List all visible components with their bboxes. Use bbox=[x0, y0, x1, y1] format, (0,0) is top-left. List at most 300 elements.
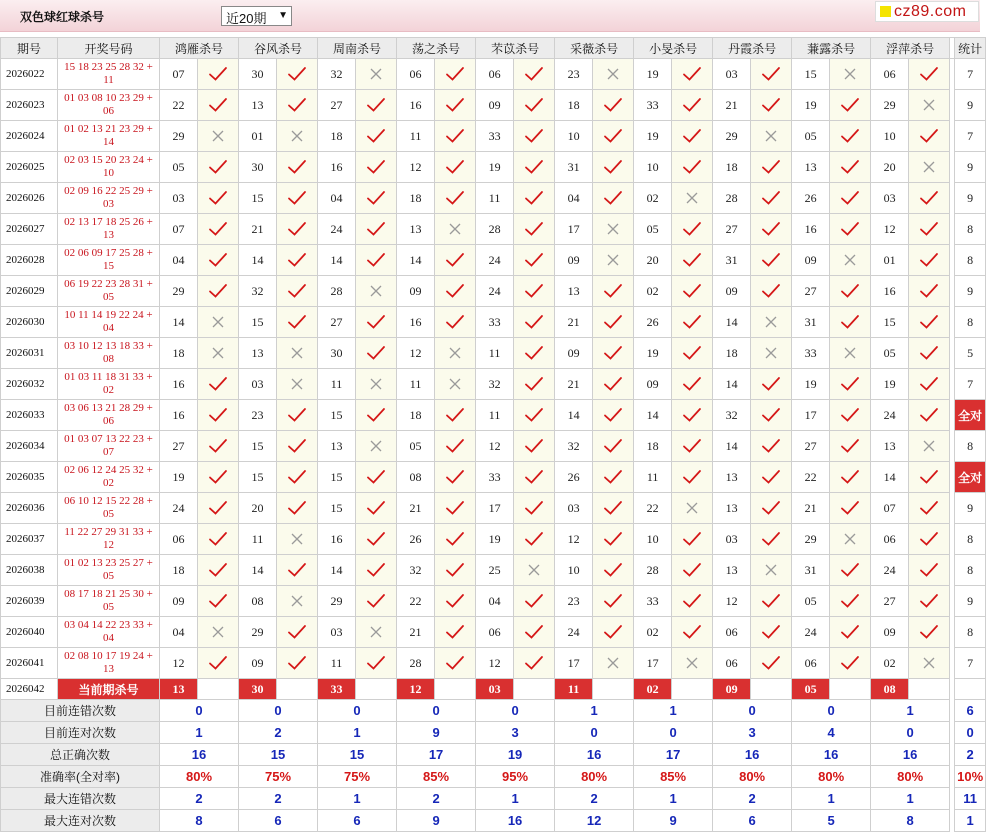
kill-number: 04 bbox=[160, 617, 198, 648]
kill-number: 21 bbox=[397, 617, 435, 648]
table-row bbox=[1, 524, 986, 555]
current-period-row bbox=[1, 679, 986, 700]
summary-label: 总正确次数 bbox=[1, 744, 160, 766]
summary-value: 2 bbox=[555, 788, 634, 810]
check-icon bbox=[841, 656, 859, 670]
check-icon bbox=[762, 532, 780, 546]
cross-icon bbox=[922, 439, 936, 453]
check-icon bbox=[446, 284, 464, 298]
check-icon bbox=[604, 346, 622, 360]
check-icon bbox=[920, 594, 938, 608]
kill-number: 15 bbox=[239, 307, 277, 338]
row-stat: 5 bbox=[955, 338, 986, 369]
current-kill-number: 13 bbox=[160, 679, 198, 700]
summary-value: 2 bbox=[160, 788, 239, 810]
kill-number: 18 bbox=[160, 555, 198, 586]
draw-numbers: 02 06 09 17 25 28 + 15 bbox=[58, 245, 160, 276]
summary-value: 1 bbox=[476, 788, 555, 810]
kill-number: 18 bbox=[397, 183, 435, 214]
check-icon bbox=[446, 253, 464, 267]
result-mark bbox=[198, 121, 239, 152]
check-icon bbox=[525, 315, 543, 329]
result-mark bbox=[830, 276, 871, 307]
summary-value: 12 bbox=[555, 810, 634, 832]
kill-number: 18 bbox=[634, 431, 672, 462]
summary-value: 17 bbox=[397, 744, 476, 766]
cross-icon bbox=[764, 346, 778, 360]
result-mark bbox=[356, 617, 397, 648]
result-mark bbox=[593, 617, 634, 648]
kill-number: 03 bbox=[713, 524, 751, 555]
kill-number: 12 bbox=[871, 214, 909, 245]
check-icon bbox=[604, 408, 622, 422]
check-icon bbox=[841, 470, 859, 484]
draw-numbers: 06 10 12 15 22 28 + 05 bbox=[58, 493, 160, 524]
check-icon bbox=[446, 98, 464, 112]
row-stat: 9 bbox=[955, 183, 986, 214]
check-icon bbox=[446, 470, 464, 484]
check-icon bbox=[367, 594, 385, 608]
summary-value: 1 bbox=[634, 788, 713, 810]
kill-number: 05 bbox=[792, 586, 830, 617]
cross-icon bbox=[843, 253, 857, 267]
result-mark bbox=[277, 90, 318, 121]
check-icon bbox=[288, 284, 306, 298]
result-mark bbox=[593, 276, 634, 307]
check-icon bbox=[288, 315, 306, 329]
table-row bbox=[1, 276, 986, 307]
cross-icon bbox=[369, 439, 383, 453]
check-icon bbox=[525, 501, 543, 515]
result-mark bbox=[830, 59, 871, 90]
check-icon bbox=[288, 625, 306, 639]
check-icon bbox=[604, 191, 622, 205]
cross-icon bbox=[290, 346, 304, 360]
summary-value: 6 bbox=[713, 810, 792, 832]
cross-icon bbox=[685, 656, 699, 670]
issue-number: 2026029 bbox=[1, 276, 58, 307]
result-mark bbox=[514, 59, 555, 90]
result-mark bbox=[751, 369, 792, 400]
site-logo[interactable] bbox=[875, 1, 979, 22]
check-icon bbox=[367, 501, 385, 515]
check-icon bbox=[525, 129, 543, 143]
check-icon bbox=[683, 222, 701, 236]
check-icon bbox=[841, 625, 859, 639]
kill-number: 18 bbox=[397, 400, 435, 431]
result-mark bbox=[514, 152, 555, 183]
table-row bbox=[1, 493, 986, 524]
kill-number: 09 bbox=[555, 338, 593, 369]
kill-number: 16 bbox=[397, 90, 435, 121]
check-icon bbox=[762, 625, 780, 639]
check-icon bbox=[920, 625, 938, 639]
result-mark bbox=[909, 214, 950, 245]
check-icon bbox=[683, 129, 701, 143]
check-icon bbox=[367, 191, 385, 205]
kill-number: 13 bbox=[713, 493, 751, 524]
check-icon bbox=[841, 191, 859, 205]
kill-number: 16 bbox=[792, 214, 830, 245]
kill-number: 03 bbox=[713, 59, 751, 90]
kill-number: 33 bbox=[476, 462, 514, 493]
result-mark bbox=[514, 617, 555, 648]
result-mark bbox=[830, 214, 871, 245]
kill-number: 12 bbox=[713, 586, 751, 617]
summary-value: 17 bbox=[634, 744, 713, 766]
cross-icon bbox=[448, 346, 462, 360]
kill-number: 30 bbox=[239, 152, 277, 183]
result-mark bbox=[198, 338, 239, 369]
check-icon bbox=[762, 67, 780, 81]
kill-number: 17 bbox=[555, 214, 593, 245]
check-icon bbox=[525, 222, 543, 236]
table-row bbox=[1, 59, 986, 90]
result-mark bbox=[198, 369, 239, 400]
result-mark bbox=[198, 214, 239, 245]
kill-number: 09 bbox=[476, 90, 514, 121]
result-mark bbox=[356, 524, 397, 555]
summary-value: 80% bbox=[713, 766, 792, 788]
kill-number: 31 bbox=[792, 307, 830, 338]
result-mark bbox=[356, 183, 397, 214]
result-mark bbox=[198, 183, 239, 214]
current-stat-empty bbox=[955, 679, 986, 700]
kill-number: 02 bbox=[634, 183, 672, 214]
result-mark bbox=[593, 59, 634, 90]
kill-number: 23 bbox=[555, 59, 593, 90]
kill-number: 12 bbox=[476, 431, 514, 462]
kill-number: 20 bbox=[634, 245, 672, 276]
logo-text: cz89.com bbox=[894, 2, 967, 20]
summary-label: 最大连错次数 bbox=[1, 788, 160, 810]
check-icon bbox=[367, 222, 385, 236]
check-icon bbox=[446, 129, 464, 143]
summary-value: 2 bbox=[397, 788, 476, 810]
kill-number-table-wrapper bbox=[0, 37, 984, 832]
result-mark bbox=[830, 524, 871, 555]
kill-number: 26 bbox=[634, 307, 672, 338]
kill-number: 21 bbox=[397, 493, 435, 524]
summary-row bbox=[1, 744, 986, 766]
kill-number: 22 bbox=[792, 462, 830, 493]
kill-number: 04 bbox=[318, 183, 356, 214]
summary-value: 4 bbox=[792, 722, 871, 744]
row-stat: 8 bbox=[955, 524, 986, 555]
summary-value: 85% bbox=[634, 766, 713, 788]
issue-number: 2026032 bbox=[1, 369, 58, 400]
row-stat: 8 bbox=[955, 617, 986, 648]
issue-number: 2026037 bbox=[1, 524, 58, 555]
result-mark bbox=[751, 617, 792, 648]
kill-number: 11 bbox=[397, 369, 435, 400]
cross-icon bbox=[448, 377, 462, 391]
summary-value: 80% bbox=[555, 766, 634, 788]
result-mark bbox=[672, 307, 713, 338]
current-kill-spacer bbox=[751, 679, 792, 700]
result-mark bbox=[593, 648, 634, 679]
kill-number: 05 bbox=[871, 338, 909, 369]
result-mark bbox=[751, 183, 792, 214]
draw-numbers: 02 09 16 22 25 29 + 03 bbox=[58, 183, 160, 214]
check-icon bbox=[841, 408, 859, 422]
check-icon bbox=[367, 563, 385, 577]
result-mark bbox=[909, 152, 950, 183]
kill-number: 29 bbox=[160, 121, 198, 152]
kill-number: 18 bbox=[555, 90, 593, 121]
kill-number: 09 bbox=[555, 245, 593, 276]
check-icon bbox=[525, 532, 543, 546]
result-mark bbox=[909, 59, 950, 90]
check-icon bbox=[683, 253, 701, 267]
summary-value: 1 bbox=[160, 722, 239, 744]
result-mark bbox=[751, 586, 792, 617]
check-icon bbox=[209, 656, 227, 670]
current-issue-number: 2026042 bbox=[1, 679, 58, 700]
summary-value: 3 bbox=[476, 722, 555, 744]
check-icon bbox=[841, 222, 859, 236]
result-mark bbox=[909, 617, 950, 648]
kill-number: 21 bbox=[239, 214, 277, 245]
result-mark bbox=[198, 586, 239, 617]
summary-label: 准确率(全对率) bbox=[1, 766, 160, 788]
kill-number: 11 bbox=[318, 648, 356, 679]
result-mark bbox=[435, 586, 476, 617]
row-stat: 9 bbox=[955, 152, 986, 183]
check-icon bbox=[920, 501, 938, 515]
cross-icon bbox=[764, 315, 778, 329]
kill-number: 22 bbox=[397, 586, 435, 617]
summary-row bbox=[1, 810, 986, 832]
result-mark bbox=[435, 59, 476, 90]
table-row bbox=[1, 431, 986, 462]
table-row bbox=[1, 245, 986, 276]
check-icon bbox=[762, 439, 780, 453]
result-mark bbox=[198, 648, 239, 679]
check-icon bbox=[841, 315, 859, 329]
column-header-expert: 浮萍杀号 bbox=[871, 38, 950, 59]
kill-number: 11 bbox=[476, 400, 514, 431]
result-mark bbox=[593, 586, 634, 617]
result-mark bbox=[514, 276, 555, 307]
check-icon bbox=[525, 656, 543, 670]
kill-number: 27 bbox=[160, 431, 198, 462]
kill-number: 09 bbox=[397, 276, 435, 307]
summary-value: 9 bbox=[397, 722, 476, 744]
kill-number: 33 bbox=[476, 121, 514, 152]
result-mark bbox=[277, 586, 318, 617]
summary-row bbox=[1, 700, 986, 722]
kill-number: 32 bbox=[476, 369, 514, 400]
result-mark bbox=[277, 617, 318, 648]
result-mark bbox=[751, 121, 792, 152]
kill-number: 21 bbox=[555, 307, 593, 338]
result-mark bbox=[514, 586, 555, 617]
summary-value: 1 bbox=[318, 788, 397, 810]
kill-number: 06 bbox=[713, 617, 751, 648]
cross-icon bbox=[211, 625, 225, 639]
check-icon bbox=[683, 532, 701, 546]
cross-icon bbox=[290, 532, 304, 546]
summary-value: 75% bbox=[239, 766, 318, 788]
cross-icon bbox=[843, 346, 857, 360]
check-icon bbox=[604, 470, 622, 484]
result-mark bbox=[830, 121, 871, 152]
result-mark bbox=[277, 307, 318, 338]
kill-number: 07 bbox=[871, 493, 909, 524]
result-mark bbox=[277, 462, 318, 493]
result-mark bbox=[672, 648, 713, 679]
summary-value: 0 bbox=[476, 700, 555, 722]
draw-numbers: 08 17 18 21 25 30 + 05 bbox=[58, 586, 160, 617]
kill-number: 27 bbox=[871, 586, 909, 617]
check-icon bbox=[683, 439, 701, 453]
kill-number: 19 bbox=[160, 462, 198, 493]
check-icon bbox=[683, 346, 701, 360]
result-mark bbox=[435, 524, 476, 555]
check-icon bbox=[920, 129, 938, 143]
result-mark bbox=[751, 276, 792, 307]
kill-number: 32 bbox=[555, 431, 593, 462]
kill-number: 05 bbox=[792, 121, 830, 152]
table-header-row bbox=[1, 38, 986, 59]
result-mark bbox=[672, 617, 713, 648]
result-mark bbox=[830, 245, 871, 276]
kill-number: 15 bbox=[318, 462, 356, 493]
result-mark bbox=[672, 586, 713, 617]
result-mark bbox=[830, 152, 871, 183]
result-mark bbox=[514, 214, 555, 245]
kill-number: 06 bbox=[160, 524, 198, 555]
summary-value: 5 bbox=[792, 810, 871, 832]
result-mark bbox=[909, 400, 950, 431]
result-mark bbox=[672, 90, 713, 121]
chevron-down-icon: ▼ bbox=[278, 10, 288, 21]
result-mark bbox=[198, 462, 239, 493]
result-mark bbox=[198, 617, 239, 648]
kill-number: 19 bbox=[634, 59, 672, 90]
result-mark bbox=[909, 369, 950, 400]
check-icon bbox=[604, 625, 622, 639]
cross-icon bbox=[369, 625, 383, 639]
result-mark bbox=[514, 524, 555, 555]
column-header-issue: 期号 bbox=[1, 38, 58, 59]
summary-stat: 11 bbox=[955, 788, 986, 810]
row-stat: 9 bbox=[955, 586, 986, 617]
kill-number: 13 bbox=[318, 431, 356, 462]
kill-number: 29 bbox=[792, 524, 830, 555]
kill-number: 20 bbox=[239, 493, 277, 524]
table-row bbox=[1, 214, 986, 245]
row-stat: 全对 bbox=[955, 400, 986, 431]
summary-label: 目前连错次数 bbox=[1, 700, 160, 722]
summary-value: 2 bbox=[713, 788, 792, 810]
current-kill-number: 05 bbox=[792, 679, 830, 700]
check-icon bbox=[525, 377, 543, 391]
result-mark bbox=[356, 431, 397, 462]
row-stat: 全对 bbox=[955, 462, 986, 493]
row-stat: 9 bbox=[955, 276, 986, 307]
row-stat: 9 bbox=[955, 90, 986, 121]
kill-number: 13 bbox=[239, 90, 277, 121]
check-icon bbox=[920, 284, 938, 298]
result-mark bbox=[514, 369, 555, 400]
kill-number: 22 bbox=[634, 493, 672, 524]
kill-number: 24 bbox=[318, 214, 356, 245]
kill-number: 05 bbox=[397, 431, 435, 462]
cross-icon bbox=[922, 98, 936, 112]
result-mark bbox=[909, 431, 950, 462]
kill-number: 04 bbox=[476, 586, 514, 617]
result-mark bbox=[593, 524, 634, 555]
top-bar bbox=[0, 0, 980, 32]
kill-number: 10 bbox=[634, 152, 672, 183]
check-icon bbox=[683, 594, 701, 608]
check-icon bbox=[841, 377, 859, 391]
kill-number: 24 bbox=[792, 617, 830, 648]
check-icon bbox=[841, 160, 859, 174]
kill-number: 03 bbox=[239, 369, 277, 400]
result-mark bbox=[277, 524, 318, 555]
result-mark bbox=[593, 214, 634, 245]
result-mark bbox=[593, 152, 634, 183]
kill-number: 11 bbox=[634, 462, 672, 493]
kill-number: 12 bbox=[555, 524, 593, 555]
result-mark bbox=[198, 276, 239, 307]
period-select[interactable] bbox=[221, 6, 292, 26]
summary-value: 6 bbox=[239, 810, 318, 832]
check-icon bbox=[683, 563, 701, 577]
check-icon bbox=[604, 98, 622, 112]
result-mark bbox=[751, 214, 792, 245]
kill-number: 33 bbox=[792, 338, 830, 369]
summary-value: 16 bbox=[792, 744, 871, 766]
summary-value: 95% bbox=[476, 766, 555, 788]
cross-icon bbox=[527, 563, 541, 577]
kill-number: 12 bbox=[397, 152, 435, 183]
result-mark bbox=[356, 493, 397, 524]
result-mark bbox=[909, 493, 950, 524]
kill-number: 14 bbox=[318, 245, 356, 276]
result-mark bbox=[672, 214, 713, 245]
check-icon bbox=[604, 129, 622, 143]
kill-number: 27 bbox=[792, 431, 830, 462]
table-row bbox=[1, 555, 986, 586]
current-kill-spacer bbox=[830, 679, 871, 700]
issue-number: 2026031 bbox=[1, 338, 58, 369]
kill-number: 10 bbox=[555, 121, 593, 152]
result-mark bbox=[277, 121, 318, 152]
result-mark bbox=[672, 400, 713, 431]
check-icon bbox=[209, 594, 227, 608]
result-mark bbox=[514, 90, 555, 121]
current-kill-spacer bbox=[277, 679, 318, 700]
summary-value: 1 bbox=[634, 700, 713, 722]
kill-number: 09 bbox=[634, 369, 672, 400]
check-icon bbox=[446, 563, 464, 577]
check-icon bbox=[920, 408, 938, 422]
result-mark bbox=[830, 431, 871, 462]
kill-number: 32 bbox=[239, 276, 277, 307]
issue-number: 2026035 bbox=[1, 462, 58, 493]
check-icon bbox=[367, 160, 385, 174]
kill-number: 16 bbox=[160, 369, 198, 400]
row-stat: 7 bbox=[955, 648, 986, 679]
result-mark bbox=[672, 431, 713, 462]
issue-number: 2026028 bbox=[1, 245, 58, 276]
result-mark bbox=[909, 555, 950, 586]
check-icon bbox=[367, 408, 385, 422]
